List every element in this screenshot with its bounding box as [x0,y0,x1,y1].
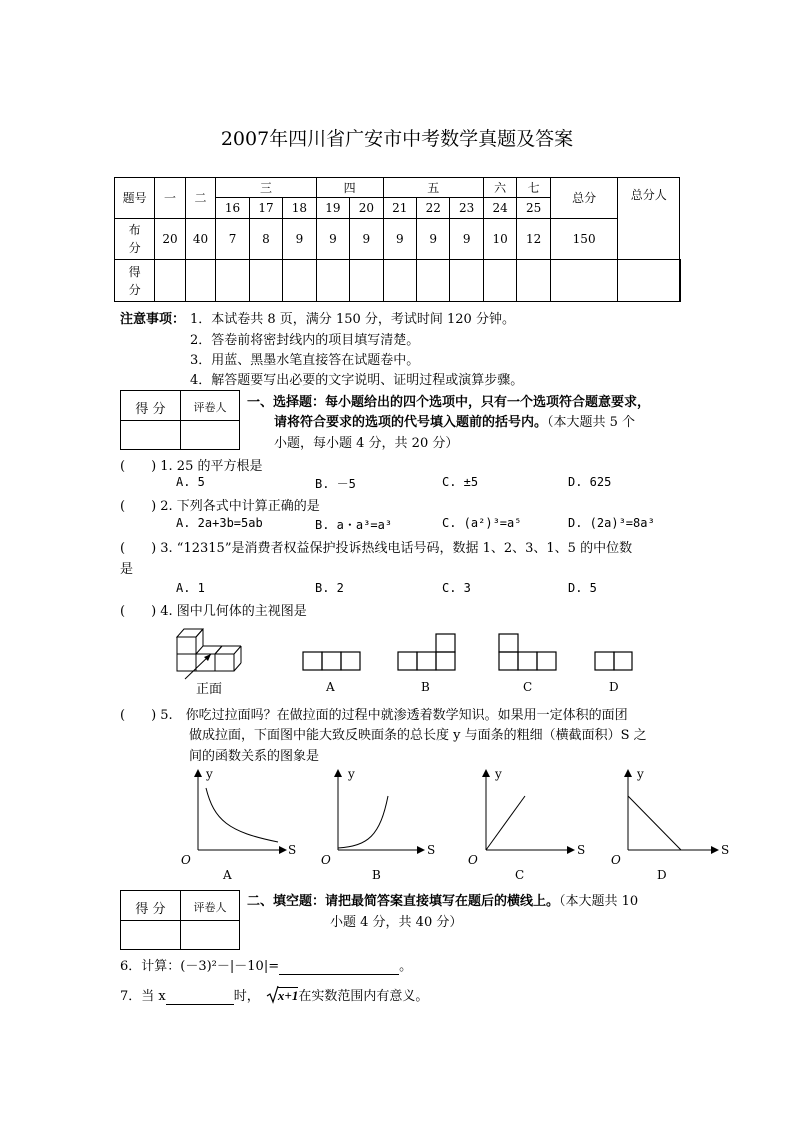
axis-y-label: y [348,767,355,781]
points-value: 7 [216,219,249,260]
q7: 7．当 x 时， x+1在实数范围内有意义。 [120,988,429,1004]
origin-label: O [321,853,331,867]
grade-score-label: 得 分 [135,402,166,417]
page-title: 2007年四川省广安市中考数学真题及答案 [220,128,574,150]
q-number: 22 [417,198,450,219]
col-three: 三 [216,178,316,198]
q5-label-c[interactable]: C [515,868,525,882]
origin-label: O [468,853,478,867]
q5-stem-2: 做成拉面，下面图中能大致反映面条的总长度 y 与面条的粗细（横截面积）S 之 [189,728,647,743]
points-value: 12 [517,219,550,260]
col-one: 一 [155,178,186,219]
q3-option-c[interactable]: C. 3 [442,581,471,595]
points-value: 9 [350,219,383,260]
q4-label-a[interactable]: A [326,680,335,694]
q-number: 16 [216,198,249,219]
grade-box [120,890,240,950]
q-number: 17 [249,198,282,219]
q-number: 25 [517,198,550,219]
col-five: 五 [383,178,483,198]
q5-label-b[interactable]: B [372,868,381,882]
points-two: 40 [185,219,216,260]
points-value: 9 [283,219,316,260]
q1-option-d[interactable]: D. 625 [568,475,612,489]
q5-graph-a [198,770,286,850]
q-number: 23 [450,198,483,219]
q5-graph-b [338,770,424,850]
q4-label-d[interactable]: D [609,680,619,694]
points-value: 9 [383,219,416,260]
points-value: 10 [483,219,516,260]
q3-option-d[interactable]: D. 5 [568,581,597,595]
q4-label-c[interactable]: C [523,680,533,694]
q4-front-label: 正面 [196,682,223,697]
q1-stem: ( ) 1. 25 的平方根是 [120,459,263,474]
points-value: 9 [316,219,349,260]
origin-label: O [611,853,621,867]
col-two: 二 [185,178,216,219]
col-total: 总分 [550,178,618,219]
q5-graph-c [486,770,574,850]
col-scorer: 总分人 [618,178,680,260]
q-number: 20 [350,198,383,219]
q5-stem: ( ) 5. 你吃过拉面吗？在做拉面的过程中就渗透着数学知识。如果用一定体积的面团 [120,708,628,723]
q4-stem: ( ) 4. 图中几何体的主视图是 [120,604,307,619]
note-item: 1．本试卷共 8 页，满分 150 分，考试时间 120 分钟。 [190,312,515,327]
grade-score-label: 得 分 [135,902,166,917]
axis-x-label: S [427,843,436,857]
q1-option-a[interactable]: A. 5 [176,475,205,489]
grade-grader-label: 评卷人 [193,901,227,914]
q5-graph-d [628,770,718,850]
q2-stem: ( ) 2. 下列各式中计算正确的是 [120,499,320,514]
q3-stem-2: 是 [120,562,134,577]
q2-option-a[interactable]: A. 2a+3b=5ab [176,516,263,530]
q5-label-a[interactable]: A [223,868,232,882]
points-value: 9 [450,219,483,260]
q5-stem-3: 间的函数关系的图象是 [189,749,320,764]
q3-option-b[interactable]: B. 2 [315,581,344,595]
points-one: 20 [155,219,186,260]
q6-answer-blank[interactable] [279,959,399,975]
origin-label: O [181,853,191,867]
notes-heading: 注意事项： [120,312,186,327]
q1-option-b[interactable]: B. －5 [315,477,356,491]
q1-option-c[interactable]: C. ±5 [442,475,479,489]
col-six: 六 [483,178,516,198]
axis-y-label: y [495,767,502,781]
col-four: 四 [316,178,383,198]
sqrt-icon [266,986,278,1004]
q3-option-a[interactable]: A. 1 [176,581,205,595]
grade-grader-label: 评卷人 [193,401,227,414]
points-total: 150 [550,219,618,260]
q2-option-c[interactable]: C. (a²)³=a⁵ [442,516,522,530]
q6: 6．计算：(－3)²－|－10|= 。 [120,959,413,974]
score-label: 得分 [115,260,155,302]
col-seven: 七 [517,178,550,198]
note-item: 4．解答题要写出必要的文字说明、证明过程或演算步骤。 [190,373,524,388]
q5-label-d[interactable]: D [657,868,667,882]
axis-x-label: S [577,843,586,857]
q-number: 19 [316,198,349,219]
q2-option-d[interactable]: D. (2a)³=8a³ [568,516,655,530]
q3-stem: ( ) 3. “12315”是消费者权益保护投诉热线电话号码，数据 1、2、3、1、5 的中位数 [120,541,633,556]
section1-instr: 请将符合要求的选项的代号填入题前的括号内。（本大题共 5 个 [274,415,636,430]
section1-instr-3: 小题，每小题 4 分，共 20 分） [274,436,459,451]
sqrt-expression: x+1 [268,988,298,1004]
header-label: 题号 [115,178,155,219]
section1-title: 一、选择题：每小题给出的四个选项中，只有一个选项符合题意要求， [247,395,651,410]
axis-x-label: S [288,843,297,857]
note-item: 3．用蓝、黑墨水笔直接答在试题卷中。 [190,353,420,368]
q2-option-b[interactable]: B. a・a³=a³ [315,518,393,532]
q-number: 24 [483,198,516,219]
axis-y-label: y [206,767,213,781]
note-item: 2．答卷前将密封线内的项目填写清楚。 [190,333,420,348]
q-number: 21 [383,198,416,219]
points-label: 布分 [115,219,155,260]
q7-answer-blank[interactable] [166,989,234,1005]
q4-label-b[interactable]: B [421,680,430,694]
section2-title: 二、填空题：请把最简答案直接填写在题后的横线上。（本大题共 10 [247,894,639,909]
section2-instr-2: 小题 4 分，共 40 分） [330,915,463,930]
axis-x-label: S [721,843,730,857]
points-value: 9 [417,219,450,260]
points-value: 8 [249,219,282,260]
axis-y-label: y [637,767,644,781]
q-number: 18 [283,198,316,219]
